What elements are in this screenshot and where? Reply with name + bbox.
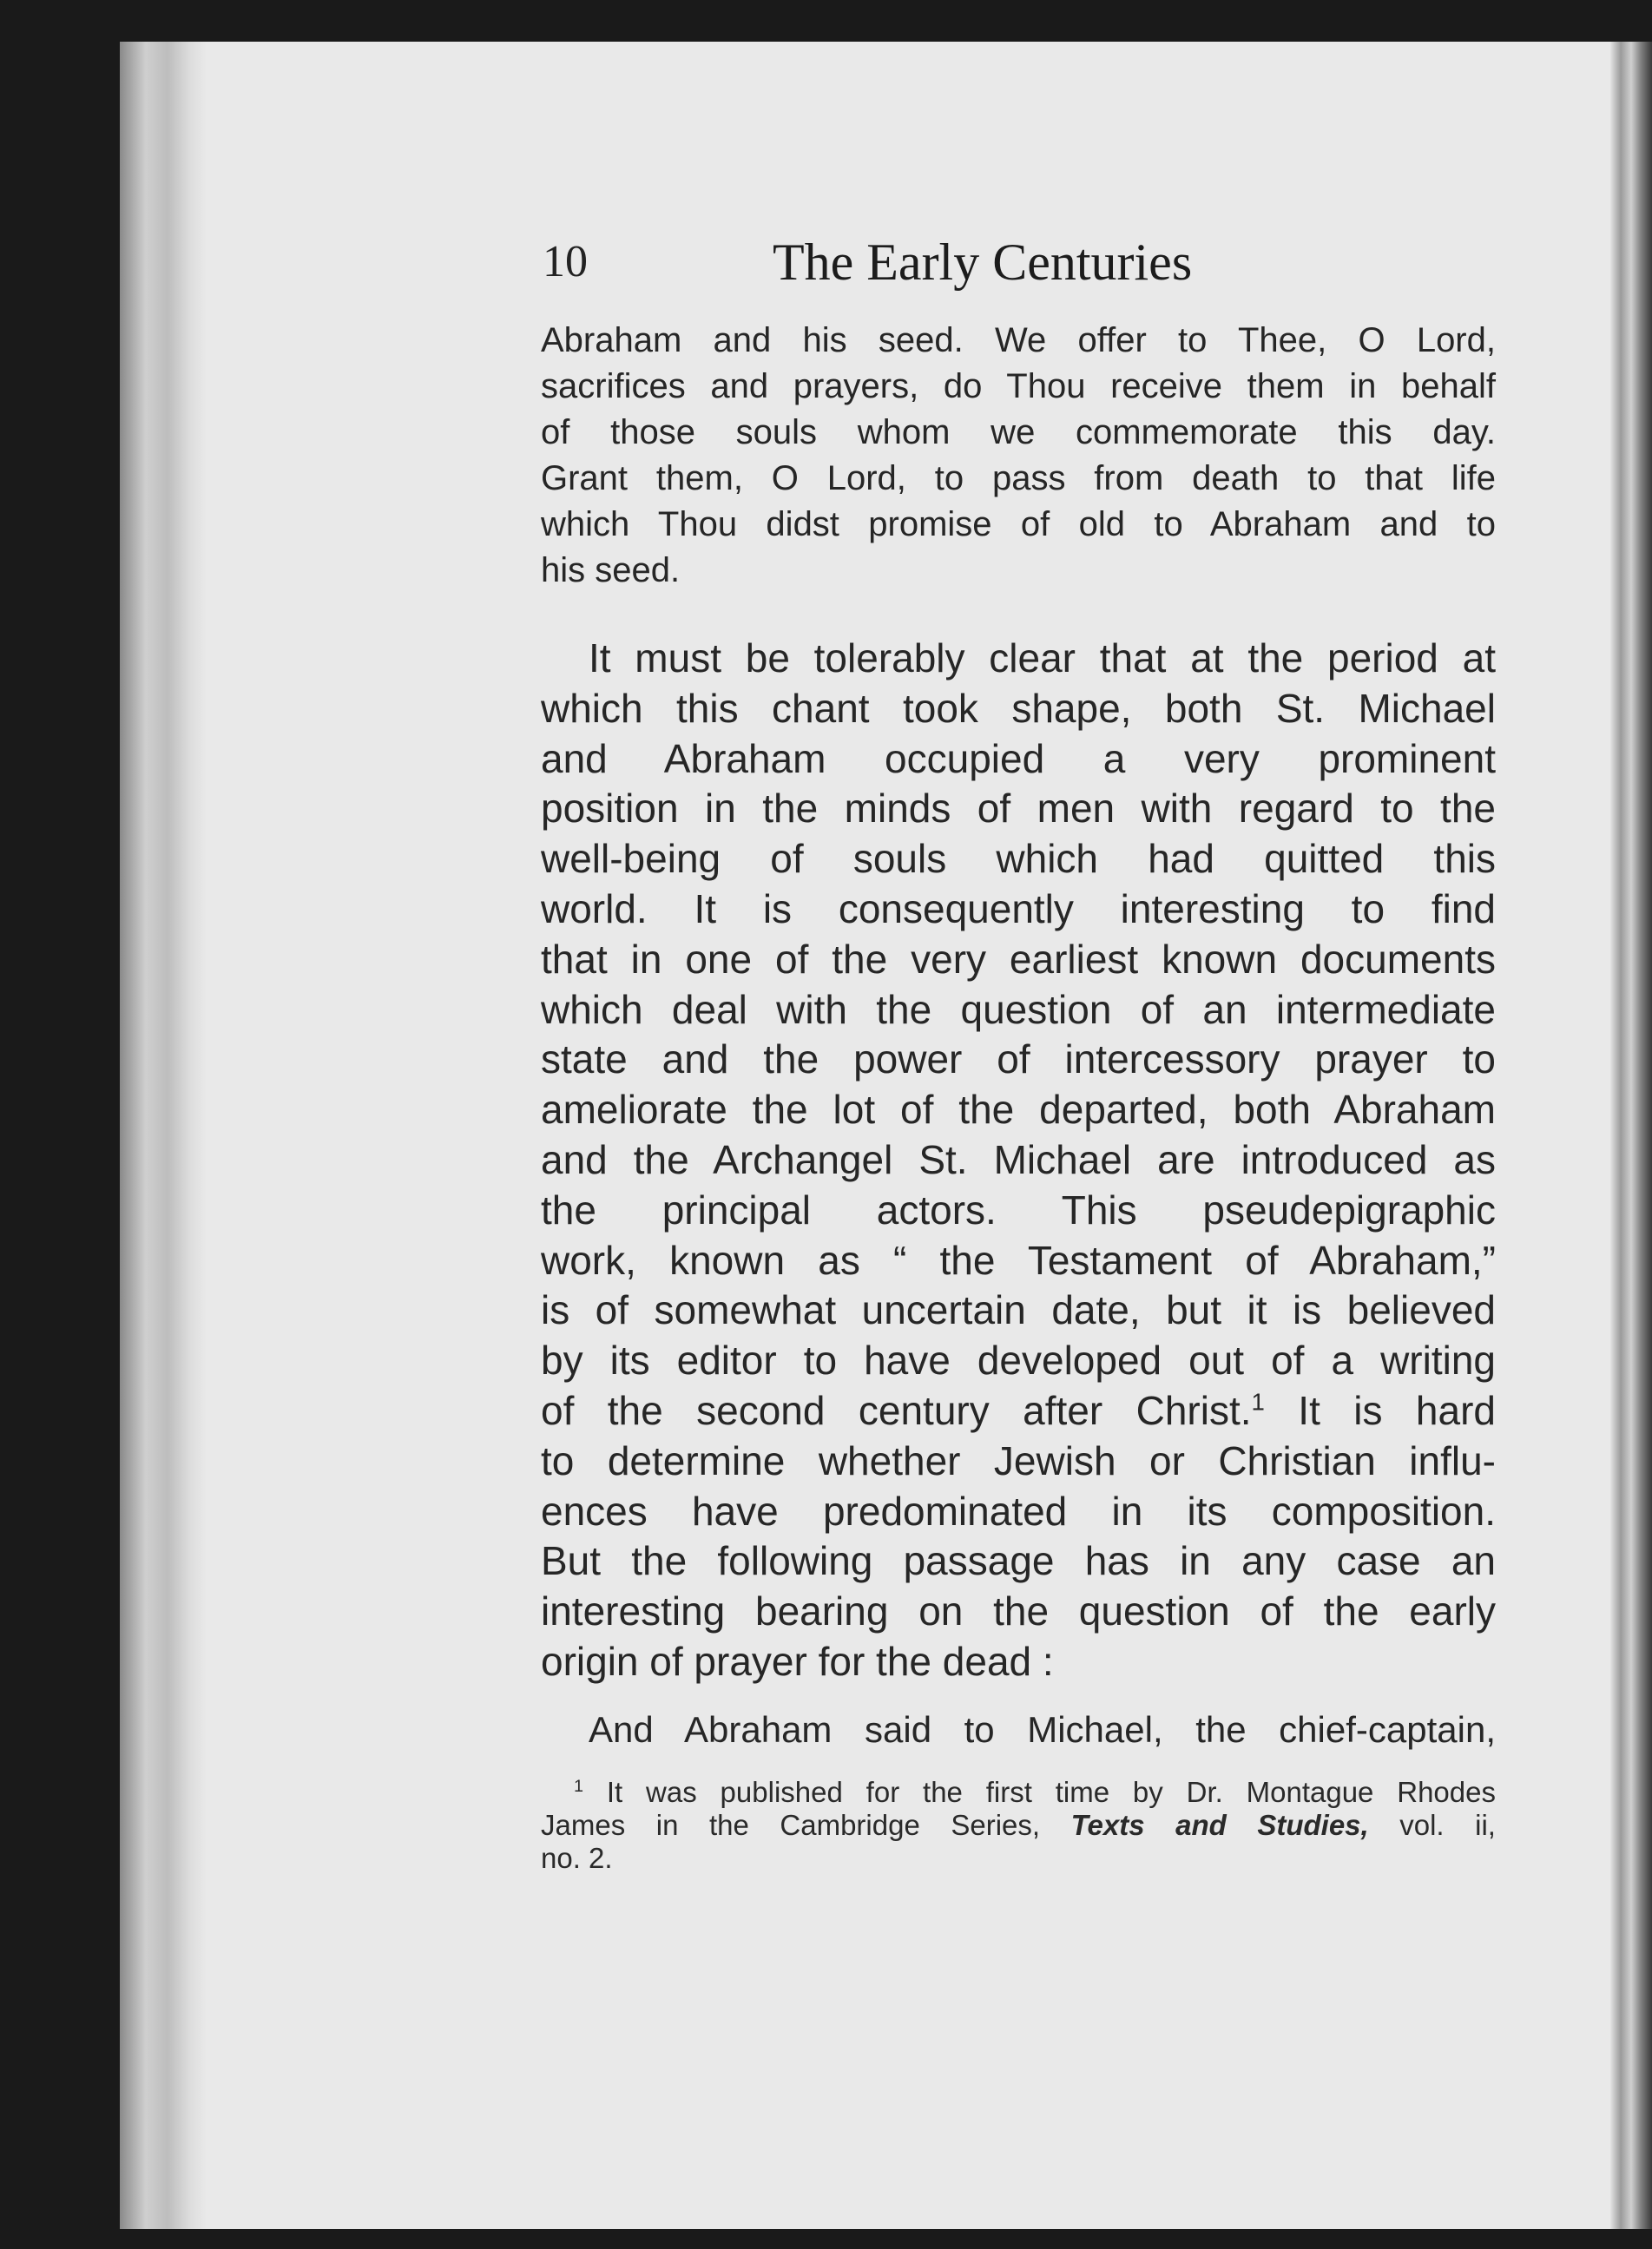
text-line: which deal with the question of an intermediate — [541, 986, 1496, 1032]
footnote-text: It was published for the first time by Dr. Montague Rhodes — [606, 1776, 1496, 1808]
text-line: state and the power of intercessory prayer to — [541, 1036, 1496, 1082]
text-line: It must be tolerably clear that at the period at — [589, 635, 1496, 681]
text-line: ences have predominated in its composition. — [541, 1488, 1496, 1534]
text-line-with-footnote — [541, 1386, 1496, 1437]
text-line: to determine whether Jewish or Christian influ- — [541, 1437, 1496, 1483]
text-line: that in one of the very earliest known documents — [541, 936, 1496, 982]
text-segment: It is hard — [1264, 1387, 1496, 1433]
quoted-passage — [541, 1706, 1496, 1753]
text-line: and Abraham occupied a very prominent — [541, 735, 1496, 781]
footnote — [541, 1776, 1496, 1875]
book-series-title: Texts and Studies, — [1070, 1809, 1369, 1841]
running-head: The Early Centuries — [773, 233, 1193, 291]
text-line: is of somewhat uncertain date, but it is believed — [541, 1287, 1496, 1333]
footnote-text: vol. ii, — [1368, 1809, 1496, 1841]
page-gutter — [120, 42, 207, 2229]
text-line: which Thou didst promise of old to Abraham and to — [541, 505, 1496, 543]
footnote-text: James in the Cambridge Series, — [541, 1809, 1071, 1841]
text-line: Abraham and his seed. We offer to Thee, O Lord, — [541, 321, 1496, 359]
footnote-marker: 1 — [574, 1777, 584, 1796]
text-line: the principal actors. This pseudepigraphic — [541, 1187, 1496, 1233]
footnote-line — [541, 1809, 1496, 1842]
text-line: Grant them, O Lord, to pass from death to that life — [541, 459, 1496, 497]
text-line: interesting bearing on the question of the early — [541, 1588, 1496, 1634]
text-line: well-being of souls which had quitted this — [541, 836, 1496, 882]
text-line: which this chant took shape, both St. Michael — [541, 685, 1496, 731]
text-line: by its editor to have developed out of a writing — [541, 1338, 1496, 1384]
text-line: and the Archangel St. Michael are introduced as — [541, 1136, 1496, 1182]
text-segment: of the second century after Christ. — [541, 1387, 1252, 1433]
text-line: origin of prayer for the dead : — [541, 1638, 1054, 1684]
body-text — [541, 318, 1496, 1753]
page-header — [543, 233, 1524, 302]
page-number: 10 — [543, 237, 588, 286]
text-line: sacrifices and prayers, do Thou receive them in behalf — [541, 367, 1496, 405]
footnote-line: no. 2. — [541, 1842, 613, 1874]
text-line: of those souls whom we commemorate this day. — [541, 413, 1496, 451]
text-line: world. It is consequently interesting to find — [541, 885, 1496, 931]
text-line: But the following passage has in any case an — [541, 1538, 1496, 1584]
text-line: his seed. — [541, 551, 681, 589]
quoted-prayer — [541, 318, 1496, 594]
page-edge — [1610, 42, 1652, 2229]
footnote-reference[interactable]: 1 — [1251, 1388, 1265, 1416]
text-line: position in the minds of men with regard to the — [541, 786, 1496, 832]
text-line: ameliorate the lot of the departed, both Abraham — [541, 1087, 1496, 1133]
text-line: work, known as “ the Testament of Abraham,” — [541, 1237, 1496, 1283]
text-line: And Abraham said to Michael, the chief-captain, — [589, 1708, 1496, 1750]
footnote-line — [541, 1776, 1496, 1809]
main-paragraph — [541, 634, 1496, 1687]
